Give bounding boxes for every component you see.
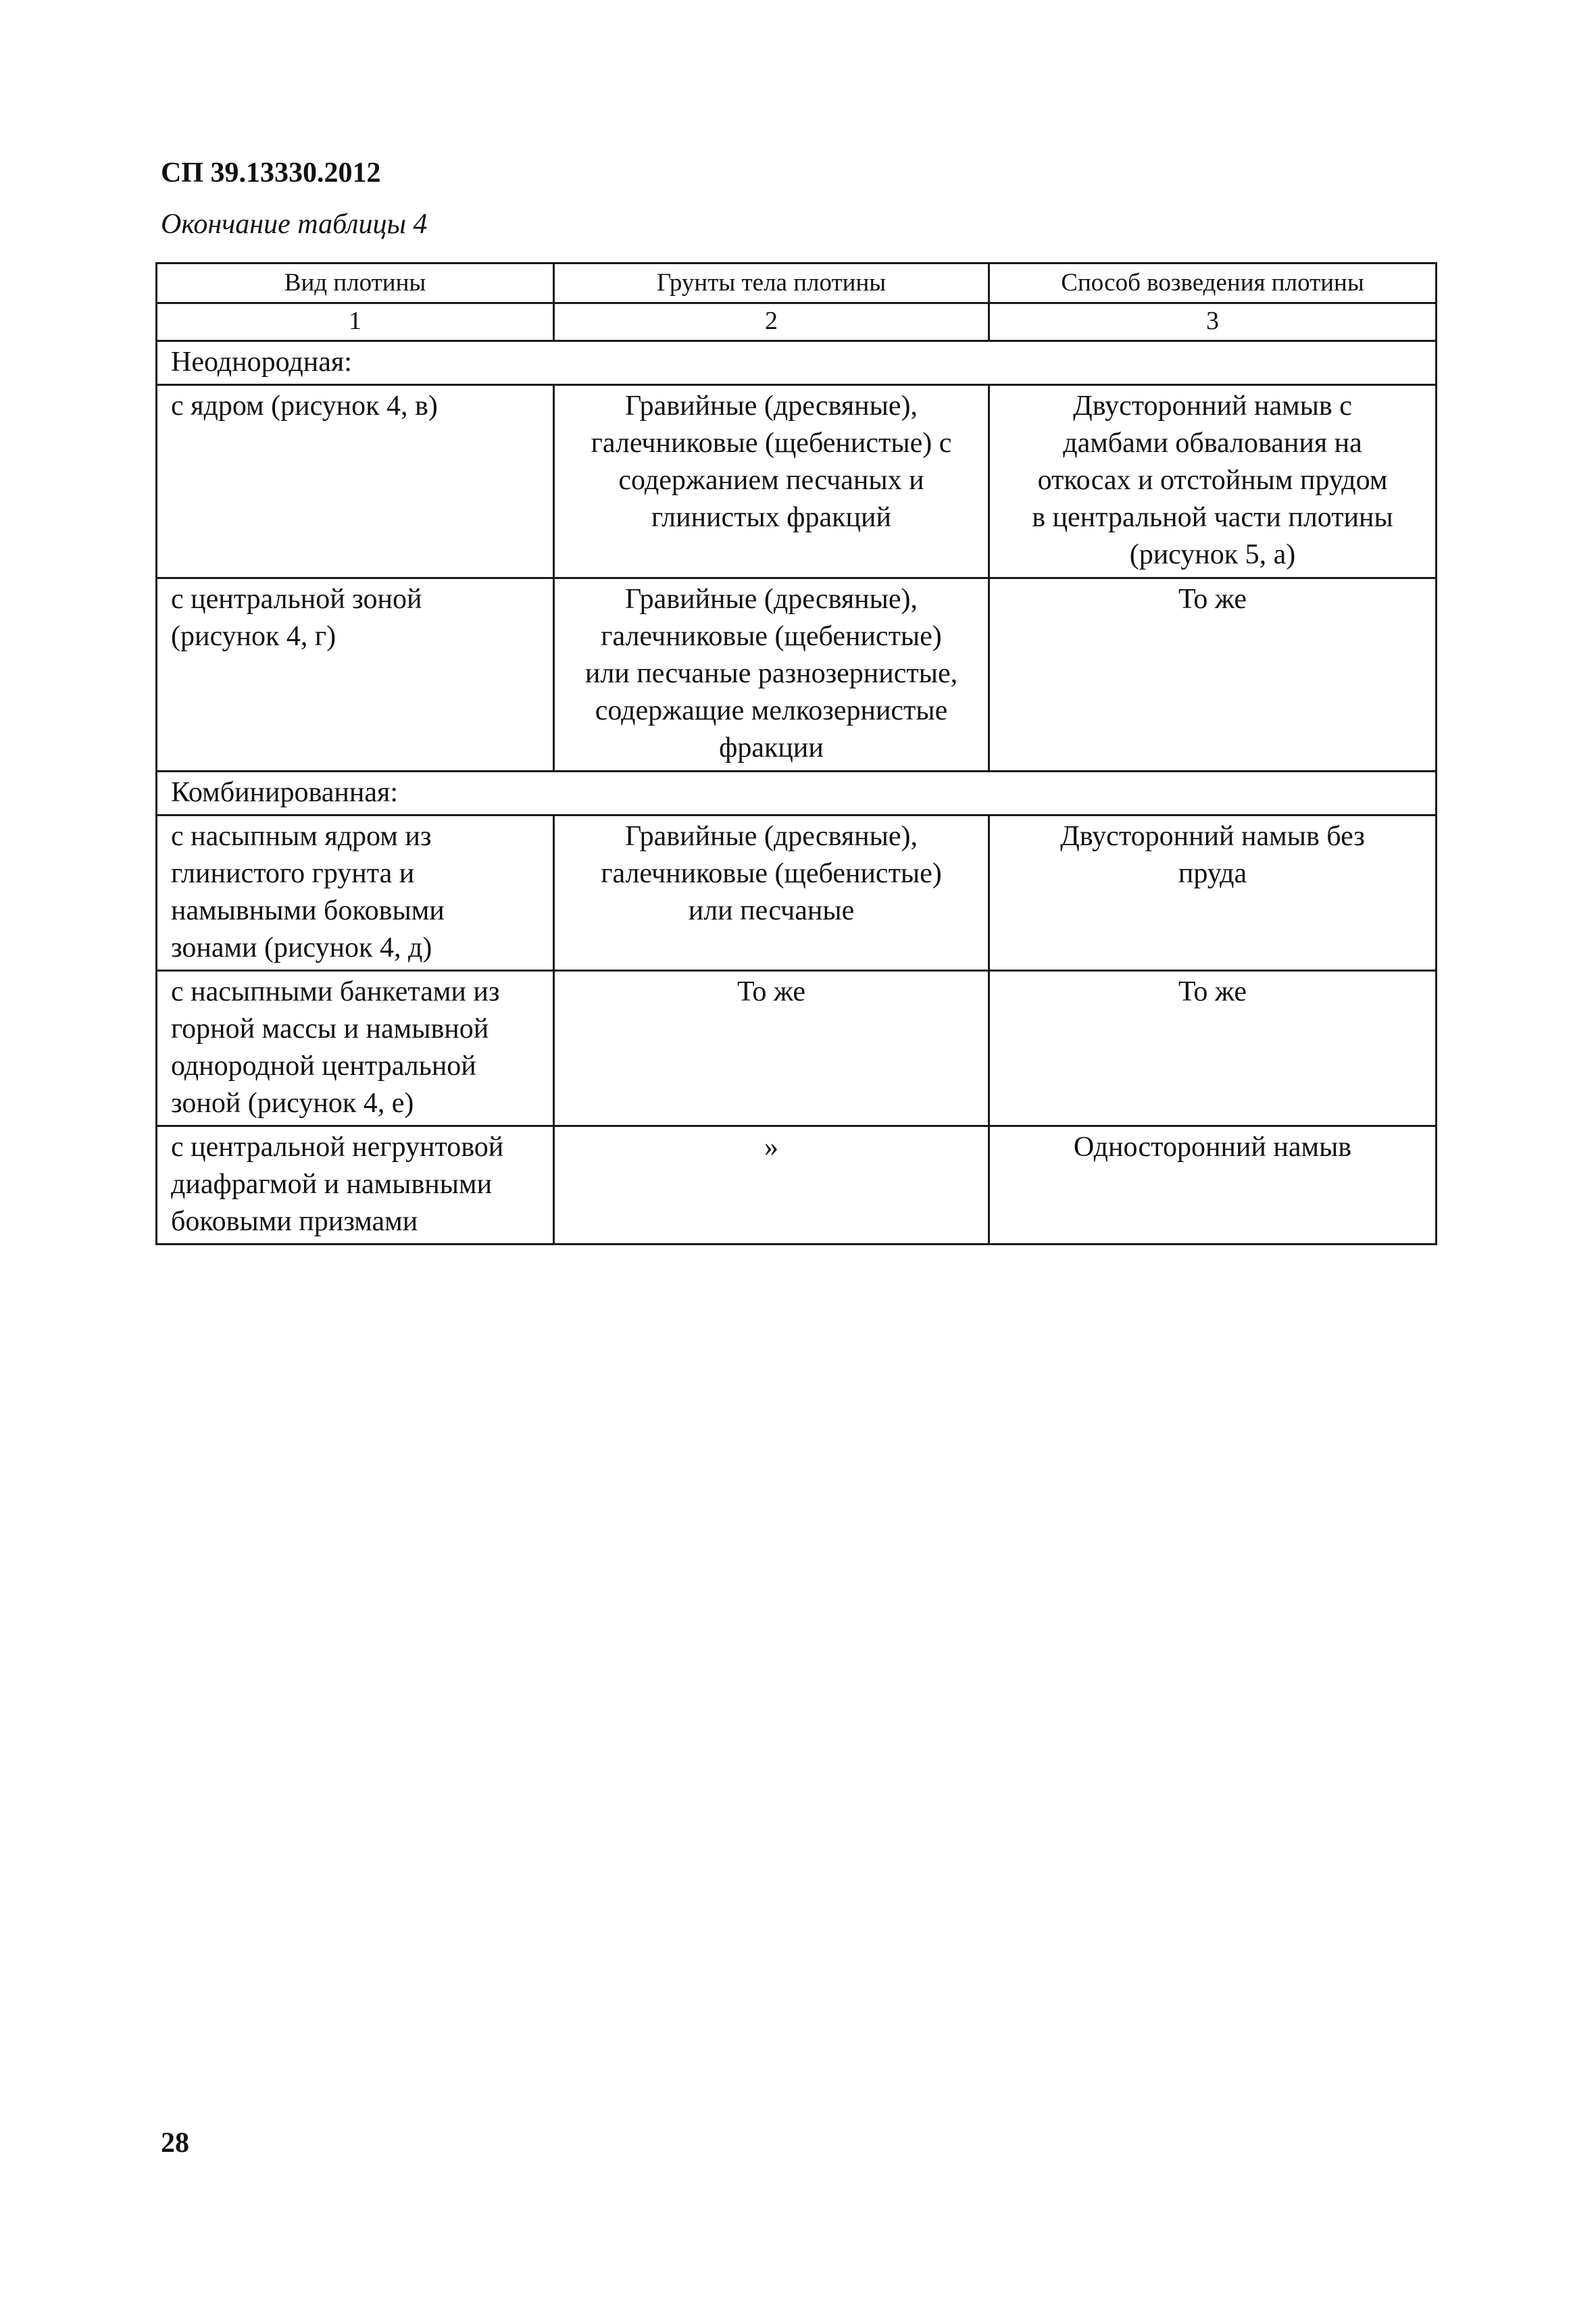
table-row (157, 1126, 1437, 1244)
table-section-row (157, 341, 1437, 385)
table-section-row (157, 772, 1437, 815)
cell-body-soils: Гравийные (дресвяные), галечниковые (щебенистые) или песчаные разнозернистые, содержащие мелкозернистые фракции (554, 578, 989, 772)
table-column-numbers-row (157, 303, 1437, 341)
table-row (157, 971, 1437, 1126)
column-number: 1 (157, 303, 554, 341)
column-number: 2 (554, 303, 989, 341)
cell-dam-type: с насыпными банкетами из горной массы и намывной однородной центральной зоной (рисунок 4, е) (157, 971, 554, 1126)
cell-body-soils: Гравийные (дресвяные), галечниковые (щебенистые) с содержанием песчаных и глинистых фракций (554, 385, 989, 578)
table-caption: Окончание таблицы 4 (161, 209, 428, 240)
dam-types-table (155, 262, 1437, 1245)
header-construction-method: Способ возведения плотины (989, 263, 1437, 303)
cell-body-soils: Гравийные (дресвяные), галечниковые (щебенистые) или песчаные (554, 815, 989, 971)
page-number: 28 (161, 2128, 189, 2159)
column-number: 3 (989, 303, 1437, 341)
table-row (157, 385, 1437, 578)
header-dam-type: Вид плотины (157, 263, 554, 303)
section-heterogeneous: Неоднородная: (157, 341, 1437, 385)
table-header-row (157, 263, 1437, 303)
cell-construction-method: То же (989, 578, 1437, 772)
header-body-soils: Грунты тела плотины (554, 263, 989, 303)
section-combined: Комбинированная: (157, 772, 1437, 815)
cell-construction-method: Двусторонний намыв без пруда (989, 815, 1437, 971)
cell-dam-type: с насыпным ядром из глинистого грунта и намывными боковыми зонами (рисунок 4, д) (157, 815, 554, 971)
cell-dam-type: с центральной зоной (рисунок 4, г) (157, 578, 554, 772)
cell-dam-type: с центральной негрунтовой диафрагмой и намывными боковыми призмами (157, 1126, 554, 1244)
document-code: СП 39.13330.2012 (161, 157, 381, 188)
table-row (157, 815, 1437, 971)
cell-body-soils: » (554, 1126, 989, 1244)
cell-construction-method: Односторонний намыв (989, 1126, 1437, 1244)
cell-construction-method: Двусторонний намыв с дамбами обвалования на откосах и отстойным прудом в центральной части плотины (рисунок 5, а) (989, 385, 1437, 578)
cell-dam-type: с ядром (рисунок 4, в) (157, 385, 554, 578)
table-row (157, 578, 1437, 772)
cell-body-soils: То же (554, 971, 989, 1126)
cell-construction-method: То же (989, 971, 1437, 1126)
